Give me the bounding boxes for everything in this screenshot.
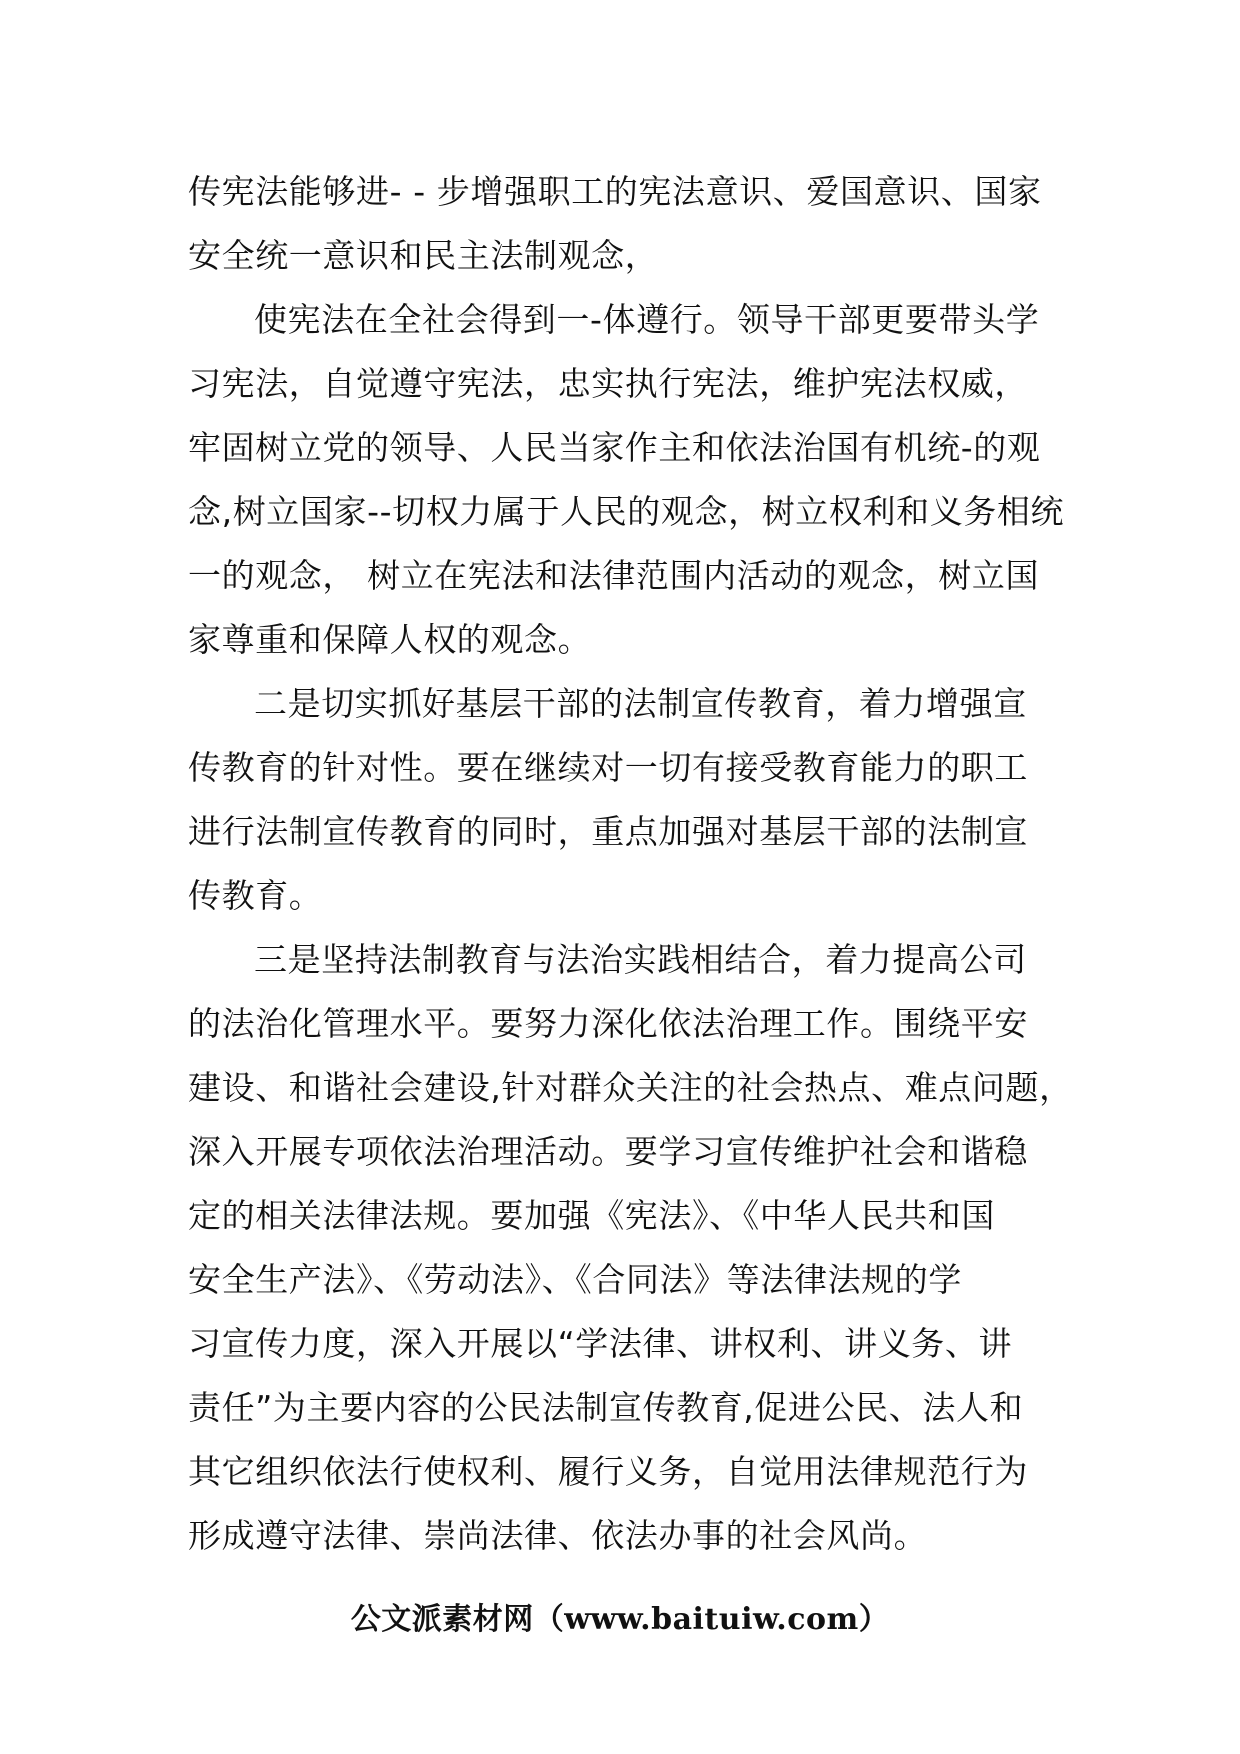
text-line: 建设、和谐社会建设,针对群众关注的社会热点、难点问题，: [188, 1068, 1073, 1107]
page-footer-source: 公文派素材网（www.baituiw.com）: [350, 1602, 890, 1637]
text-line: 传宪法能够进- - 步增强职工的宪法意识、爱国意识、国家: [188, 172, 1042, 211]
text-line: 定的相关法律法规。要加强《宪法》、《中华人民共和国: [188, 1196, 995, 1235]
text-line: 进行法制宣传教育的同时，重点加强对基层干部的法制宣: [188, 812, 1028, 851]
paragraph-start-line: 三是坚持法制教育与法治实践相结合，着力提高公司: [254, 940, 1027, 979]
text-line: 牢固树立党的领导、人民当家作主和依法治国有机统-的观: [188, 428, 1041, 467]
text-line: 一的观念， 树立在宪法和法律范围内活动的观念，树立国: [188, 556, 1040, 595]
text-line: 传教育的针对性。要在继续对一切有接受教育能力的职工: [188, 748, 1028, 787]
text-line: 习宣传力度，深入开展以“学法律、讲权利、讲义务、讲: [188, 1324, 1013, 1363]
text-line: 深入开展专项依法治理活动。要学习宣传维护社会和谐稳: [188, 1132, 1028, 1171]
text-line: 形成遵守法律、崇尚法律、依法办事的社会风尚。: [188, 1516, 928, 1555]
text-line: 安全统一意识和民主法制观念，: [188, 236, 659, 275]
document-body: [188, 160, 1073, 1568]
text-line: 习宪法，自觉遵守宪法，忠实执行宪法，维护宪法权威，: [188, 364, 1028, 403]
text-line: 安全生产法》、《劳动法》、《合同法》等法律法规的学: [188, 1260, 962, 1299]
paragraph-start-line: 二是切实抓好基层干部的法制宣传教育，着力增强宣: [254, 684, 1027, 723]
text-line: 的法治化管理水平。要努力深化依法治理工作。围绕平安: [188, 1004, 1028, 1043]
text-line: 其它组织依法行使权利、履行义务，自觉用法律规范行为: [188, 1452, 1028, 1491]
text-line: 责任”为主要内容的公民法制宣传教育,促进公民、法人和: [188, 1388, 1024, 1427]
text-line: 念,树立国家--切权力属于人民的观念，树立权利和义务相统: [188, 492, 1065, 531]
paragraph-start-line: 使宪法在全社会得到一-体遵行。领导干部更要带头学: [254, 300, 1040, 339]
text-line: 家尊重和保障人权的观念。: [188, 620, 592, 659]
text-line: 传教育。: [188, 876, 323, 915]
